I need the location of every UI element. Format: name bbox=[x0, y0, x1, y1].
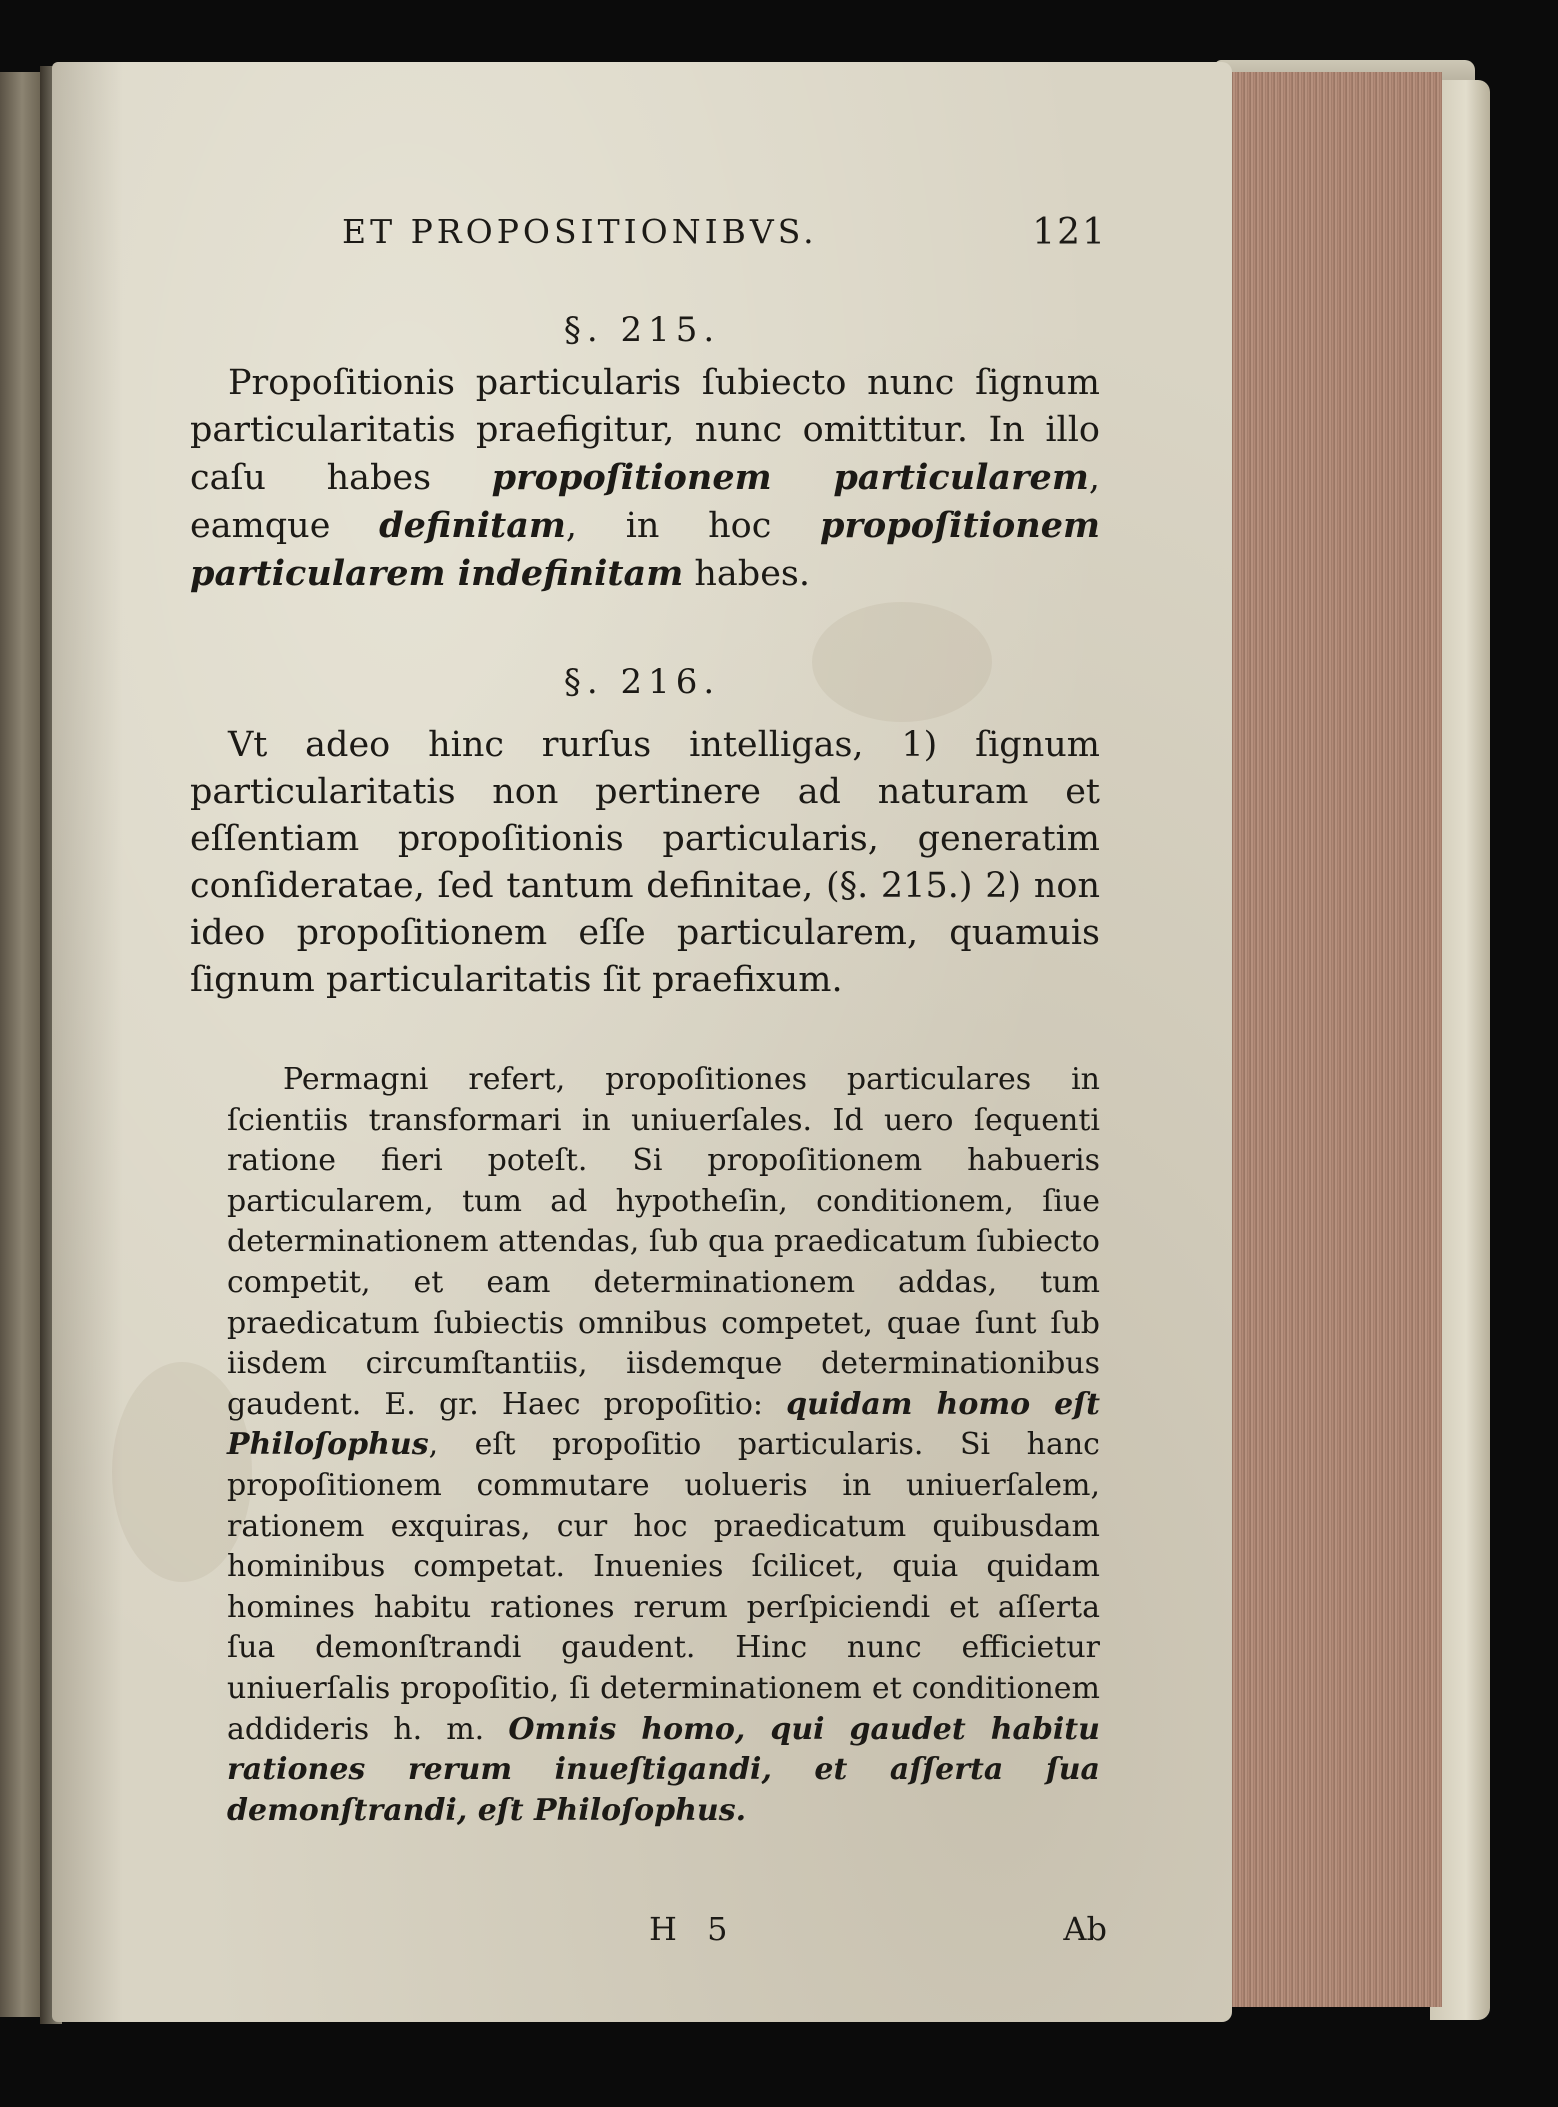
section-heading: §. 215. bbox=[563, 310, 721, 350]
text-run: Propoſitionis particularis ſubiecto nunc ſignum particularitatis praefigitur, nunc omittitur. In illo caſu habes bbox=[190, 363, 1100, 498]
running-title: ET PROPOSITIONIBVS. bbox=[342, 212, 818, 251]
page-footer bbox=[172, 1910, 1107, 1958]
text-run: Permagni refert, propoſitiones particulares in ſcientiis transformari in uniuerſales. Id uero ſequenti ratione fieri poteſt. Si propoſitionem habueris particularem, tum ad hypotheſin, conditionem, ſiue determinationem attendas, ſub qua praedicatum ſubiecto competit, et eam determinationem addas, tum praedicatum ſubiectis omnibus competet, quae ſunt ſub iisdem circumſtantiis, iisdemque determinationibus gaudent. E. gr. Haec propoſitio: bbox=[227, 1062, 1100, 1422]
italic-run: propoſitionem particularem bbox=[491, 457, 1089, 498]
text-run: , eamque bbox=[190, 458, 1100, 546]
italic-run: Omnis homo, qui gaudet habitu rationes rerum inueſtigandi, et aſſerta ſua demonſtrandi, eſt Philoſophus. bbox=[227, 1711, 1100, 1828]
scholium-note bbox=[227, 1060, 1100, 1831]
page-fore-edge bbox=[1215, 72, 1442, 2007]
page-number: 121 bbox=[1032, 212, 1107, 253]
italic-run: definitam bbox=[379, 505, 566, 546]
italic-run: quidam homo eſt Philoſophus bbox=[227, 1386, 1100, 1463]
paragraph-216 bbox=[190, 722, 1100, 1004]
printed-page bbox=[52, 62, 1232, 2022]
paragraph-215 bbox=[190, 360, 1100, 598]
catchword: Ab bbox=[1063, 1910, 1107, 1948]
section-heading: §. 216. bbox=[563, 662, 721, 702]
running-head bbox=[172, 212, 1107, 262]
left-page-edge bbox=[0, 72, 43, 2017]
text-run: habes. bbox=[683, 554, 811, 594]
text-run: , eſt propoſitio particularis. Si hanc propoſitionem commutare uolueris in uniuerſalem, rationem exquiras, cur hoc praedicatum quibusdam hominibus competat. Inuenies ſcilicet, quia quidam homines habitu rationes rerum perſpiciendi et aſſerta ſua demonſtrandi gaudent. Hinc nunc efficietur uniuerſalis propoſitio, ſi determinationem et conditionem addideris h. m. bbox=[227, 1427, 1100, 1747]
text-run: , in hoc bbox=[565, 506, 821, 546]
signature-mark: H 5 bbox=[649, 1910, 738, 1948]
italic-run: propoſitionem particularem indefinitam bbox=[190, 505, 1100, 594]
text-run: Vt adeo hinc rurſus intelligas, 1) ſignum particularitatis non pertinere ad naturam et eſſentiam propoſitionis particularis, generatim conſideratae, ſed tantum definitae, (§. 215.) 2) non ideo propoſitionem eſſe particularem, quamuis ſignum particularitatis ſit praefixum. bbox=[190, 725, 1100, 1000]
